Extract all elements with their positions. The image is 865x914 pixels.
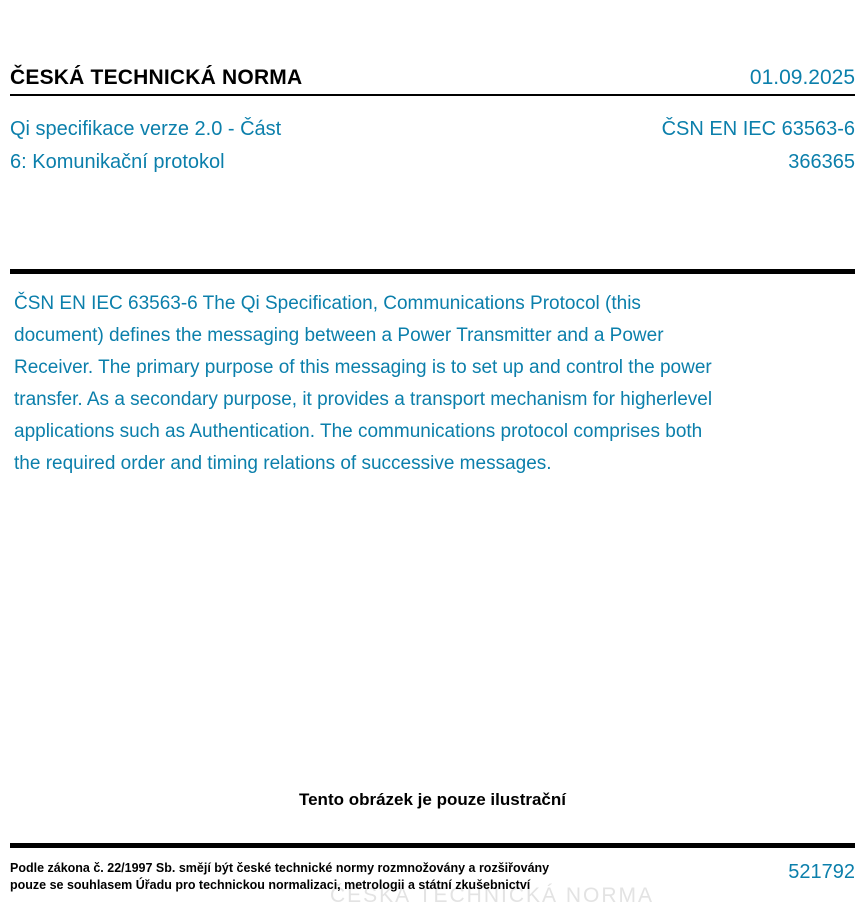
standard-title [10, 113, 281, 179]
document-header [10, 66, 855, 90]
footer-legal-line-2: pouze se souhlasem Úřadu pro technickou normalizaci, metrologii a státní zkušebnictví [10, 878, 531, 892]
footer-legal-line-1: Podle zákona č. 22/1997 Sb. smějí být české technické normy rozmnožovány a rozšiřovány [10, 861, 550, 875]
footer-legal-text [10, 860, 549, 894]
standard-code: ČSN EN IEC 63563-6 [661, 118, 855, 140]
title-block [10, 113, 855, 179]
page-title: ČESKÁ TECHNICKÁ NORMA [10, 66, 303, 89]
abstract-text: ČSN EN IEC 63563-6 The Qi Specification, Communications Protocol (this document) defines the messaging between a Power Transmitter and a Power Receiver. The primary purpose of this messaging is to set up and control the power transfer. As a secondary purpose, it provides a transport mechanism for higherlevel applications such as Authentication. The communications protocol comprises both the required order and timing relations of successive messages. [14, 293, 713, 474]
catalog-number: 366365 [788, 151, 855, 173]
header-divider [10, 94, 855, 96]
standard-identifier [662, 113, 855, 179]
footer-top-divider [10, 843, 855, 848]
standard-title-line-1: Qi specifikace verze 2.0 - Část [10, 118, 282, 140]
document-footer [10, 860, 855, 894]
abstract-top-divider [10, 269, 855, 274]
illustration-note: Tento obrázek je pouze ilustrační [298, 790, 566, 809]
publication-date: 01.09.2025 [749, 66, 855, 89]
watermark-text: ČESKÁ TECHNICKÁ NORMA [330, 884, 654, 907]
standard-title-line-2: 6: Komunikační protokol [10, 151, 225, 173]
order-number: 521792 [788, 861, 855, 883]
